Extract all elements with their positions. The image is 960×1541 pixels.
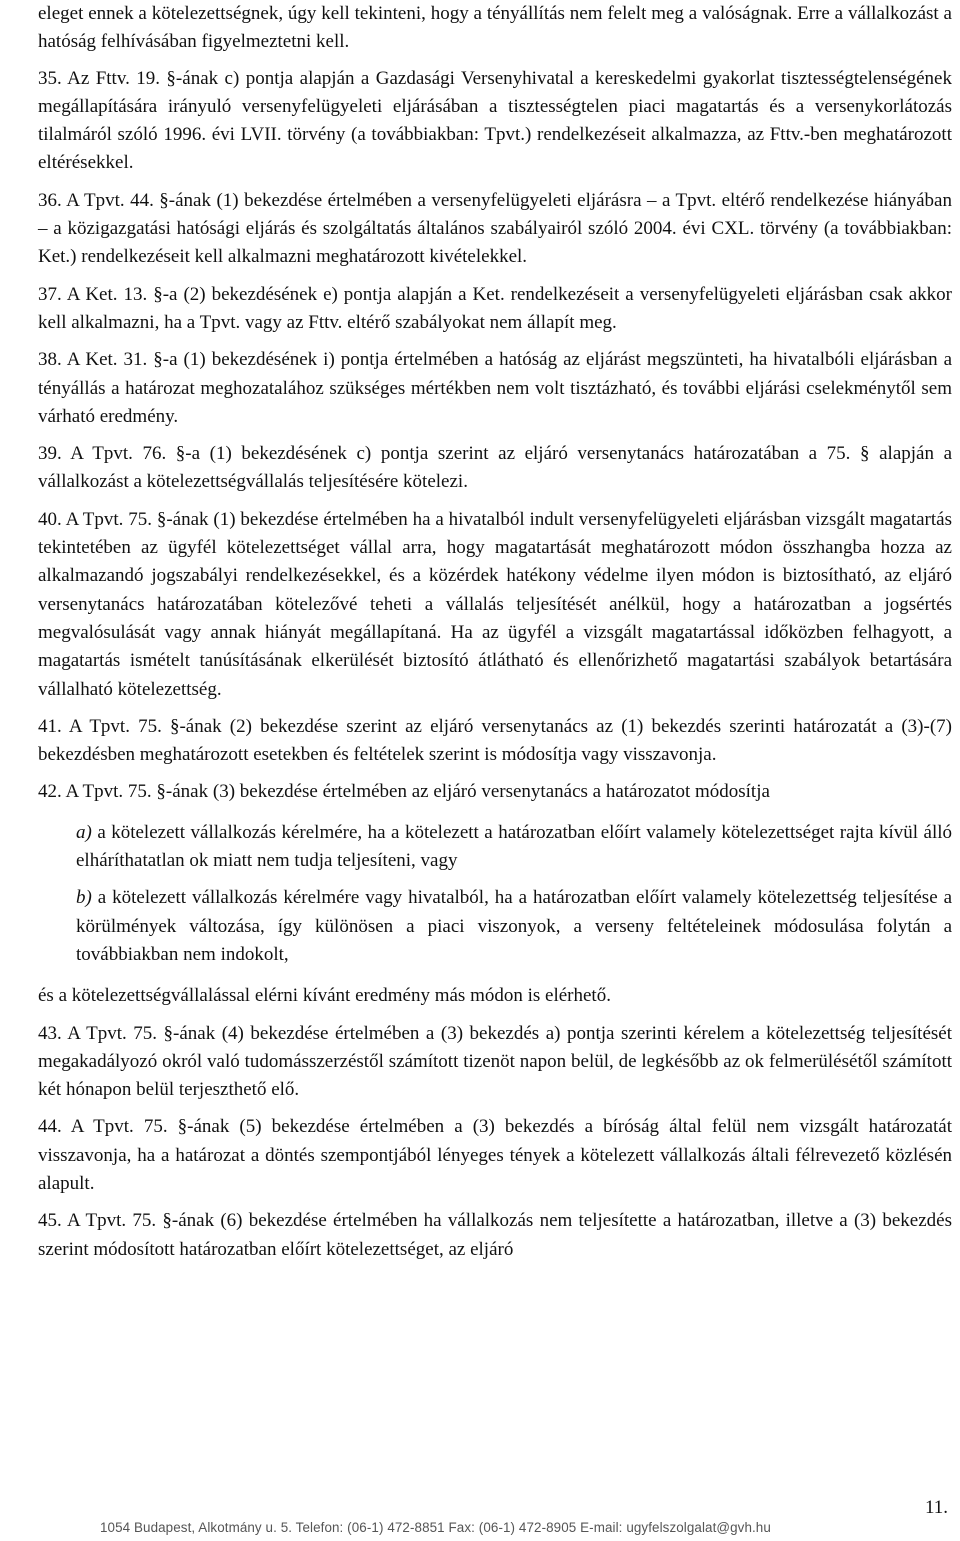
paragraph-37: 37. A Ket. 13. §-a (2) bekezdésének e) pontja alapján a Ket. rendelkezéseit a versenyfelügyeleti eljárásban csak akkor kell alkalmazni, ha a Tpvt. vagy az Fttv. eltérő szabályokat nem állapít meg.: [38, 283, 953, 333]
paragraph-42-item-b: b) a kötelezett vállalkozás kérelmére vagy hivatalból, ha a határozatban előírt valamely kötelezettség teljesítése a körülmények változása, így különösen a piaci viszonyok, a verseny feltételeinek módosulása folytán a továbbiakban nem indokolt,: [76, 887, 953, 965]
paragraph-40: 40. A Tpvt. 75. §-ának (1) bekezdése értelmében ha a hivatalból indult versenyfelügyeleti eljárásban vizsgált magatartás tekintetében az ügyfél kötelezettséget vállal arra, hogy magatartását meghatározott módon összhangba hozza az alkalmazandó jogszabályi rendelkezésekkel, és a közérdek hatékony védelme ilyen módon is biztosítható, az eljáró versenytanács határozatában kötelezővé teheti a vállalás teljesítését anélkül, hogy a határozatban a jogsértés megvalósulását vagy annak hiányát megállapítaná. Ha az ügyfél a vizsgált magatartással időközben felhagyott, a magatartás ismételt tanúsításának elkerülését biztosító átlátható és ellenőrizhető magatartási szabályok betartására vállalható kötelezettség.: [38, 508, 952, 700]
paragraph-42: [38, 778, 952, 1010]
paragraph-42-item-a: a) a kötelezett vállalkozás kérelmére, ha a kötelezett a határozatban előírt valamely kötelezettséget rajta kívül álló elháríthatatlan ok miatt nem tudja teljesíteni, vagy: [76, 821, 953, 872]
paragraph-42-closing: és a kötelezettségvállalással elérni kívánt eredmény más módon is elérhető.: [38, 985, 611, 1007]
paragraph-35: 35. Az Fttv. 19. §-ának c) pontja alapján a Gazdasági Versenyhivatal a kereskedelmi gyakorlat tisztességtelenségének megállapítására irányuló versenyfelügyeleti eljárásában a tisztességtelen piaci magatartás és a versenykorlátozás tilalmáról szóló 1996. évi LVII. törvény (a továbbiakban: Tpvt.) rendelkezéseit alkalmazza, az Fttv.-ben meghatározott eltérésekkel.: [38, 67, 952, 174]
paragraph-45: 45. A Tpvt. 75. §-ának (6) bekezdése értelmében ha vállalkozás nem teljesítette a határozatban, illetve a (3) bekezdés szerint módosított határozatban előírt kötelezettséget, az eljáró: [38, 1210, 952, 1260]
intro-paragraph: eleget ennek a kötelezettségnek, úgy kell tekinteni, hogy a tényállítás nem felelt meg a valóságnak. Erre a vállalkozást a hatóság felhívásában figyelmeztetni kell.: [38, 3, 952, 53]
paragraph-44: 44. A Tpvt. 75. §-ának (5) bekezdése értelmében a (3) bekezdés a bíróság által felül nem vizsgált határozatát visszavonja, ha a határozat a döntés szempontjából lényeges tények a kötelezett vállalkozás általi félrevezető közlésén alapult.: [38, 1116, 952, 1194]
paragraph-list-2: [38, 1020, 952, 1264]
paragraph-41: 41. A Tpvt. 75. §-ának (2) bekezdése szerint az eljáró versenytanács az (1) bekezdés szerinti határozatát a (3)-(7) bekezdésben meghatározott esetekben és feltételek szerint is módosítja vagy visszavonja.: [38, 715, 952, 766]
page-number: 11.: [924, 1497, 948, 1518]
paragraph-38: 38. A Ket. 31. §-a (1) bekezdésének i) pontja értelmében a hatóság az eljárást megszünteti, ha hivatalbóli eljárásban a tényállás a határozat meghozatalához szükséges mértékben nem volt tisztázható, és további eljárási cselekménytől sem várható eredmény.: [38, 349, 952, 427]
paragraph-42-lead: 42. A Tpvt. 75. §-ának (3) bekezdése értelmében az eljáró versenytanács a határozatot módosítja: [38, 781, 770, 803]
paragraph-39: 39. A Tpvt. 76. §-a (1) bekezdésének c) pontja szerint az eljáró versenytanács határozatában a 75. § alapján a vállalkozást a kötelezettségvállalás teljesítésére kötelezi.: [38, 443, 952, 493]
paragraph-43: 43. A Tpvt. 75. §-ának (4) bekezdése értelmében a (3) bekezdés a) pontja szerinti kérelem a kötelezettség teljesítését megakadályozó okról való tudomásszerzéstől számított tizenöt napon belül, de legkésőbb az ok felmerülésétől számított két hónapon belül terjeszthető elő.: [38, 1022, 952, 1101]
footer-contact: 1054 Budapest, Alkotmány u. 5. Telefon: (06-1) 472-8851 Fax: (06-1) 472-8905 E-mail: ugyfelszolgalat@gvh.hu: [100, 1520, 771, 1535]
document-page: [38, 0, 952, 1273]
paragraph-list-1: [38, 65, 952, 770]
paragraph-36: 36. A Tpvt. 44. §-ának (1) bekezdése értelmében a versenyfelügyeleti eljárásra – a Tpvt. eltérő rendelkezése hiányában – a közigazgatási hatósági eljárás és szolgáltatás általános szabályairól szóló 2004. évi CXL. törvény (a továbbiakban: Ket.) rendelkezéseit kell alkalmazni meghatározott kivételekkel.: [38, 189, 952, 268]
